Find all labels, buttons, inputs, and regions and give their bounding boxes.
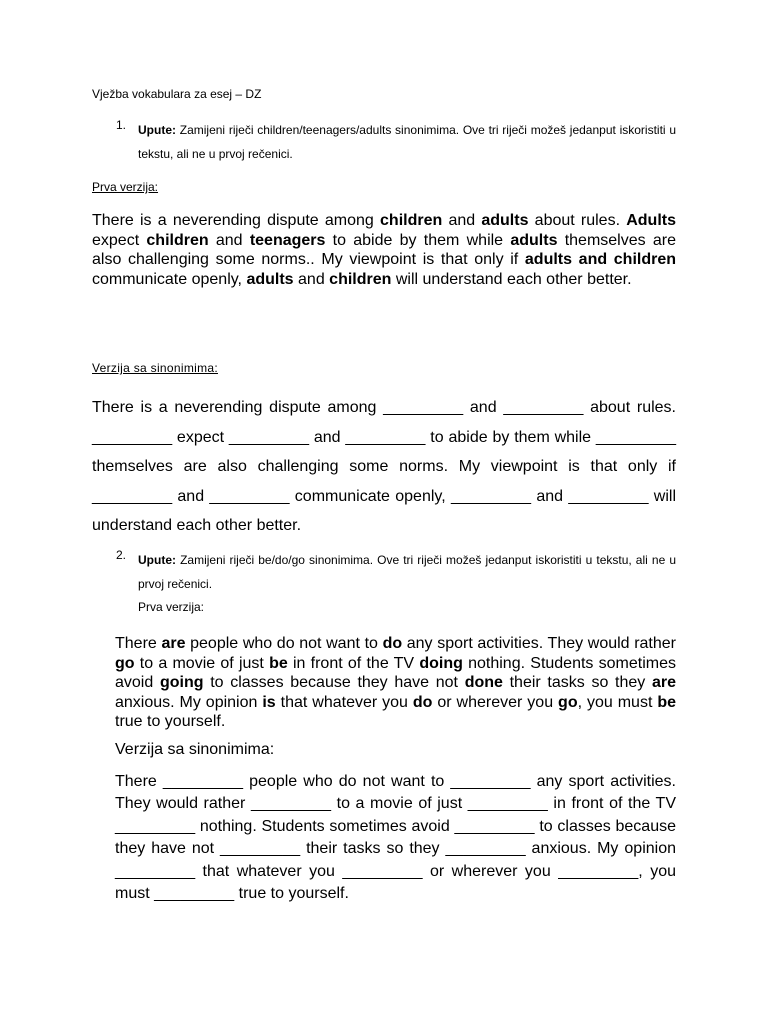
highlighted-word: done — [464, 674, 503, 692]
text-run: and — [208, 231, 250, 249]
task-1-number: 1. — [116, 118, 127, 132]
highlighted-word: going — [159, 674, 204, 692]
text-run: in front of the TV — [287, 654, 420, 672]
highlighted-word: children — [380, 212, 443, 229]
text-run: and — [293, 270, 330, 288]
highlighted-word: do — [412, 693, 433, 711]
highlighted-word: do — [382, 635, 403, 652]
task-1-fill-in-paragraph: There is a neverending dispute among _________ and _________ about rules. _________ expect _________ and _________ to abide by them while _________ themselves are also challenging some norms. My viewpoint is that only if _________ and _________ communicate openly, _________ and _________ will understand each other better. — [92, 399, 676, 534]
highlighted-word: go — [558, 693, 578, 711]
highlighted-word: be — [269, 654, 288, 672]
highlighted-word: go — [115, 654, 135, 672]
highlighted-word: adults — [510, 231, 558, 249]
text-run: that whatever you — [275, 693, 413, 711]
highlighted-word: is — [262, 693, 276, 711]
text-run: to a movie of just — [134, 654, 270, 672]
text-run: to classes because they have not — [203, 674, 465, 692]
highlighted-word: adults — [246, 270, 294, 288]
task-1-upute-label: Upute: — [138, 123, 176, 137]
text-run: true to yourself. — [115, 713, 226, 731]
highlighted-word: children — [146, 231, 209, 249]
text-run: anxious. My opinion — [115, 693, 263, 711]
highlighted-word: are — [651, 674, 677, 692]
task-2-upute-label: Upute: — [138, 553, 176, 567]
task-2-upute-text: Zamijeni riječi be/do/go sinonimima. Ove tri riječi možeš jedanput iskoristiti u tekstu, ali ne u prvoj rečenici. — [138, 553, 676, 591]
task-1-prva-verzija-label: Prva verzija: — [92, 180, 159, 194]
task-2-verzija-label: Verzija sa sinonimima: — [115, 741, 275, 758]
task-2-fill-in-paragraph: There _________ people who do not want to _________ any sport activities. They would rather _________ to a movie of just _________ in front of the TV _________ nothing. Students sometimes avoid _________ to classes because they have not _________ their tasks so they _________ anxious. My opinion _________ that whatever you _________ or wherever you _________, you must _________ true to yourself. — [115, 773, 676, 903]
document-title: Vježba vokabulara za esej – DZ — [92, 87, 262, 101]
highlighted-word: doing — [419, 654, 463, 672]
task-2-instructions — [138, 548, 676, 596]
text-run: communicate openly, — [92, 270, 247, 288]
task-2-number: 2. — [116, 548, 127, 562]
text-run: expect — [92, 231, 147, 249]
text-run: There — [115, 635, 162, 652]
highlighted-word: are — [161, 635, 186, 652]
text-run: nothing. Students sometimes avoid — [115, 654, 676, 692]
text-run: to abide by them while — [325, 231, 511, 249]
text-run: , you must — [577, 693, 658, 711]
task-1-upute-text: Zamijeni riječi children/teenagers/adults sinonimima. Ove tri riječi možeš jedanput iskoristiti u tekstu, ali ne u prvoj rečenici. — [138, 123, 676, 161]
task-1-original-paragraph — [92, 211, 676, 289]
text-run: There is a neverending dispute among — [92, 212, 381, 229]
task-2-original-paragraph — [115, 634, 676, 732]
task-1-instructions — [138, 118, 676, 166]
highlighted-word: adults and children — [524, 251, 677, 268]
text-run: or wherever you — [432, 693, 559, 711]
task-2-prva-verzija-label: Prva verzija: — [138, 600, 205, 614]
highlighted-word: be — [657, 693, 677, 711]
text-run: their tasks so they — [502, 674, 652, 692]
highlighted-word: Adults — [626, 212, 676, 229]
text-run: any sport activities. They would rather — [402, 635, 677, 652]
highlighted-word: adults — [481, 212, 529, 229]
task-1-verzija-label: Verzija sa sinonimima: — [92, 361, 218, 375]
highlighted-word: teenagers — [249, 231, 326, 249]
text-run: about rules. — [528, 212, 627, 229]
highlighted-word: children — [329, 270, 392, 288]
text-run: will understand each other better. — [391, 270, 632, 288]
text-run: people who do not want to — [185, 635, 383, 652]
text-run: and — [442, 212, 482, 229]
text-run: themselves are also challenging some norms.. My viewpoint is that only if — [92, 231, 677, 268]
